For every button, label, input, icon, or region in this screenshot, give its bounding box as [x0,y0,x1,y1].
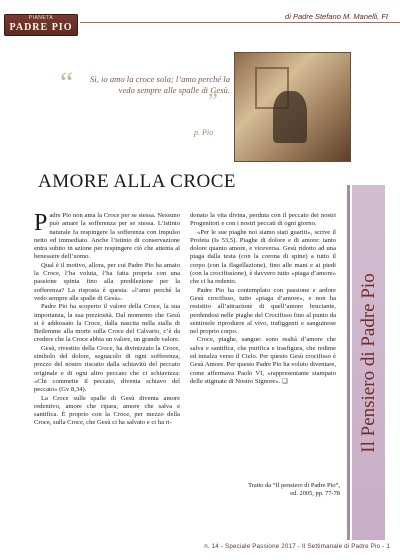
page-footer: n. 14 - Speciale Passione 2017 - Il Settimanale di Padre Pio - 1 [204,543,390,550]
side-stripe [347,185,350,540]
author-byline: di Padre Stefano M. Manelli, FI [285,12,388,21]
pull-quote [60,66,230,148]
seated-figure [273,91,307,143]
signature: p. Pio [194,128,214,137]
logo-main-text: PADRE PIO [9,22,73,33]
paragraph [34,212,180,262]
article-title: AMORE ALLA CROCE [38,171,237,192]
side-band-text: Il Pensiero di Padre Pio [357,272,379,453]
paragraph: Qual è il motivo, allora, per cui Padre Pio ha amato la Croce, l’ha voluta, l’ha fatta propria con una passione spinta fino alla predilezione per la sofferenza? La risposta è questa: «l’amo perché la vedo sempre alle spalle di Gesù». [34,261,180,302]
paragraph-text: adre Pio non ama la Croce per se stessa. Nessuno può amare la sofferenza per se stessa. L’istinto naturale fa respingere la sofferenza con impulso netto ed immediato. Anche l’istinto di conservazione entra subito in azione per respingere ciò che attenta al benessere dell’uomo. [34,212,180,261]
paragraph: Croce, piaghe, sangue: sono realtà d’amore che salva e santifica, che purifica e trasfigura, che redime ed innalza verso il Cielo. Per questo Gesù crocifisso è Gesù Amore. Per questo Padre Pio ha voluto diventare, come affermava Paolo VI, «rappresentante stampato delle stigmate di Nostro Signore». ❑ [190,336,336,385]
quote-text: Sì, io amo la croce sola; l’amo perché la vedo sempre alle spalle di Gesù. [90,74,230,95]
side-band-title [352,185,385,540]
source-line: ed. 2005, pp. 77-78 [290,490,340,497]
paragraph: Gesù, rivestito della Croce, ha divinizzato la Croce, simbolo del dolore, segnacolo di ogni sofferenza, prezzo del nostro riscatto dalla schiavitù del peccato originale e di ogni altro peccato che ci schiavizza: «Chi commette il peccato, diventa schiavo del peccato» (Gv 8,34). [34,344,180,394]
paragraph: Padre Pio ha contemplato con passione e ardore Gesù crocifisso, tutto «piaga d’amore», e non ha resistito all’attrazione di quell’amore bruciante, perdendosi nelle piaghe del Crocifisso fino al punto da sentirsele riprodurre al vivo, trafiggenti e sanguinose nel proprio corpo. [190,286,336,336]
paragraph: donato la vita divina, perduta con il peccato dei nostri Progenitori e con i nostri peccati di ogni giorno. [190,212,336,228]
magazine-logo [4,14,78,36]
close-quote-icon: ” [208,88,218,113]
article-column-right [190,212,336,386]
paragraph: Padre Pio ha scoperto il valore della Croce, la sua importanza, la sua preziosità. Dal momento che Gesù si è addossato la Croce, dalla nascita nella stalla di Betlemme alla morte sulla Croce del Calvario, c’è da credere che la Croce abbia un valore, un grande valore. [34,303,180,344]
paragraph: La Croce sulle spalle di Gesù diventa amore redentivo, amore che ripara, amore che salva e santifica. È proprio con la Croce, per mezzo della Croce, sulla Croce, che Gesù ci ha salvato e ci ha ri- [34,394,180,427]
source-line: Tratto da “Il pensiero di Padre Pio”, [248,482,340,489]
open-quote-icon: “ [60,66,74,99]
article-column-left [34,212,180,428]
header-rule [80,22,400,23]
header [0,0,400,40]
dropcap: P [34,210,48,236]
logo-top-text: PIANETA [28,15,54,21]
paragraph: «Per le sue piaghe noi siamo stati guariti», scrive il Profeta (Is 53,5). Piaghe di dolore e di amore: tanto dolore quanto amore, e viceversa. Gesù ridotto ad una piaga dalla testa (con la corona di spine) a tutto il corpo (con la flagellazione), fino alle mani e ai piedi (con la crocifissione), è davvero tutto «piaga d’amore» che ci ha redento. [190,228,336,286]
padre-pio-photo [235,53,350,161]
source-citation [230,482,340,498]
